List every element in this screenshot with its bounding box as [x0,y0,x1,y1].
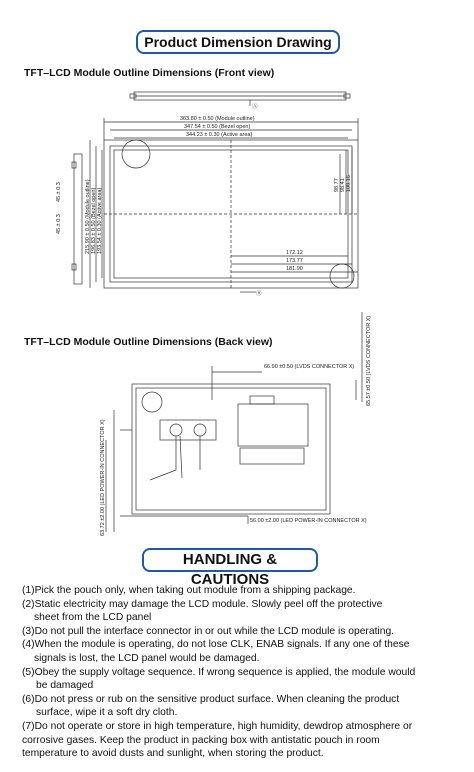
dim-outline: 363.80 ± 0.50 (Module outline) [180,116,255,122]
front-view-title: TFT–LCD Module Outline Dimensions (Front view) [24,67,275,79]
caution-line: (7)Do not operate or store in high temperature, high humidity, dewdrop atmosphere or [22,720,413,732]
caution-line: corrosive gases. Keep the product in packing box with antistatic pouch in room [22,734,380,746]
dim-b1: 172.12 [286,250,303,256]
caution-line: signals is lost, the LCD panel would be damaged. [34,652,260,664]
dim-active: 344.23 ± 0.30 (Active area) [186,132,253,138]
dim-b2: 173.77 [286,258,303,264]
handling-title: HANDLING & CAUTIONS [142,548,318,572]
caution-line: (3)Do not pull the interface connector in or out while the LCD module is operating. [22,625,395,637]
caution-line: (1)Pick the pouch only, when taking out module from a shipping package. [22,585,356,596]
dim-r1: 98.77 [334,178,340,192]
caution-line: surface, wipe it a soft dry cloth. [36,707,178,719]
caution-line: sheet from the LCD panel [34,612,152,624]
caution-line: (5)Obey the supply voltage sequence. If wrong sequence is applied, the module would [22,666,416,678]
dim-led: 56.00 ±2.00 (LED POWER-IN CONNECTOR X) [250,518,367,524]
dim-v-bezel: 196.83 ± 0.50 (Bezel open) [91,187,97,254]
side-dim-a: 45 ± 0.3 [56,214,62,234]
page-title: Product Dimension Drawing [136,30,340,54]
dim-b3: 181.90 [286,266,303,272]
caution-line: temperature to avoid dusts and sunlight, when storing the product. [22,748,324,760]
dim-v-outline: 215.90 ± 0.50 (Module outline) [85,179,91,254]
side-dim-b: 45 ± 0.3 [56,182,62,202]
dim-v-active: 193.54 ± 0.30 (Active area) [97,187,103,254]
dim-lvds-v: 65.57 ±0.50 (LVDS CONNECTOR X) [366,315,372,406]
dim-r3: 108.16 [346,175,352,192]
back-view-title: TFT–LCD Module Outline Dimensions (Back view) [24,336,273,348]
caution-line: (2)Static electricity may damage the LCD module. Slowly peel off the protective [22,598,383,610]
dim-bezel: 347.54 ± 0.50 (Bezel open) [184,124,251,130]
back-view-drawing [0,310,474,542]
dim-r2: 98.41 [340,178,346,192]
front-view-drawing [0,84,474,324]
caution-line: be damaged [36,680,94,692]
svg-text:Ⓑ: Ⓑ [256,291,262,297]
dim-lvds: 66.90 ±0.50 (LVDS CONNECTOR X) [264,364,355,370]
svg-text:Ⓐ: Ⓐ [252,104,258,110]
caution-line: (6)Do not press or rub on the sensitive product surface. When cleaning the product [22,693,400,705]
cautions-list [22,584,462,761]
caution-line: (4)When the module is operating, do not lose CLK, ENAB signals. If any one of these [22,639,410,651]
dim-led-v: 63.72 ±2.00 (LED POWER-IN CONNECTOR X) [100,419,106,536]
